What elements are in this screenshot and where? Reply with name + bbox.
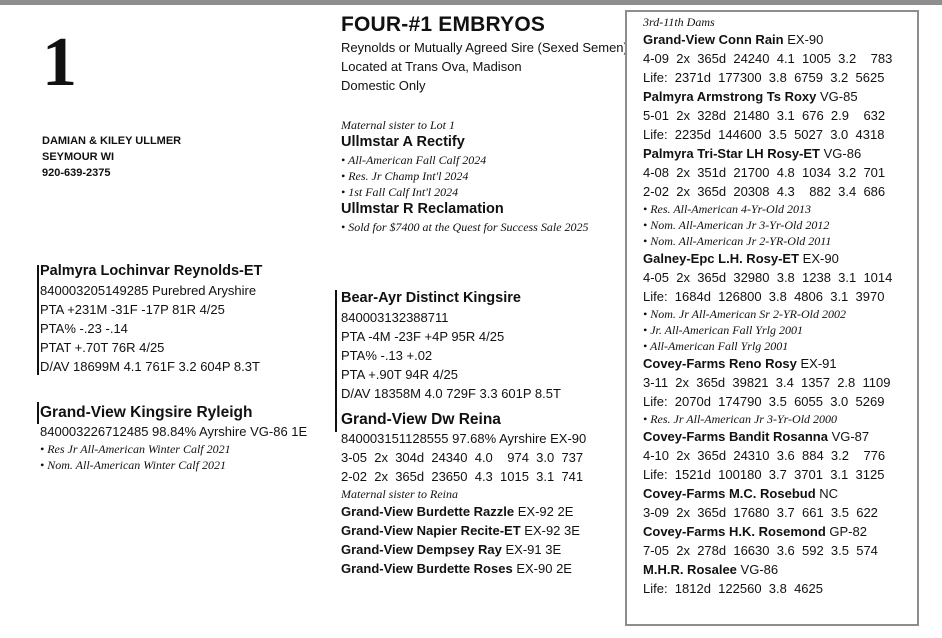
granddam-sister: Grand-View Burdette Razzle EX-92 2E [341, 504, 574, 519]
granddam-sister-label: Maternal sister to Reina [341, 487, 458, 501]
granddam-sister: Grand-View Burdette Roses EX-90 2E [341, 561, 572, 576]
offering-line: Reynolds or Mutually Agreed Sire (Sexed Semen) [341, 40, 628, 55]
offering-line: Located at Trans Ova, Madison [341, 59, 522, 74]
offering-title: FOUR-#1 EMBRYOS [341, 13, 546, 36]
dam-note: • Res. Jr All-American Jr 3-Yr-Old 2000 [643, 412, 838, 426]
dam-record: 4-09 2x 365d 24240 4.1 1005 3.2 783 [643, 51, 893, 66]
dams-sire-line: PTA -4M -23F +4P 95R 4/25 [341, 329, 505, 344]
dam-record: 4-08 2x 351d 21700 4.8 1034 3.2 701 [643, 165, 886, 180]
dam-record: 4-05 2x 365d 32980 3.8 1238 3.1 1014 [643, 270, 893, 285]
pedigree-bracket [335, 290, 337, 432]
top-rule [0, 0, 942, 5]
granddam-reg: 840003151128555 97.68% Ayrshire EX-90 [341, 431, 587, 446]
dam-note: • Res. All-American 4-Yr-Old 2013 [643, 202, 812, 216]
granddam-sister: Grand-View Dempsey Ray EX-91 3E [341, 542, 562, 557]
dam-entry: Covey-Farms Bandit Rosanna VG-87 [643, 429, 870, 444]
dam-note: • Nom. All-American Winter Calf 2021 [40, 458, 226, 472]
dam-reg: 840003226712485 98.84% Ayrshire VG-86 1E [40, 424, 308, 439]
dams-list [643, 14, 913, 598]
dam-record: Life: 1812d 122560 3.8 4625 [643, 581, 823, 596]
dam-record: Life: 2371d 177300 3.8 6759 3.2 5625 [643, 70, 885, 85]
dam-record: 3-09 2x 365d 17680 3.7 661 3.5 622 [643, 505, 878, 520]
offering-section [341, 12, 628, 95]
dams-sire-line: PTA +.90T 94R 4/25 [341, 367, 458, 382]
dam-record: Life: 2235d 144600 3.5 5027 3.0 4318 [643, 127, 885, 142]
dam-entry: Galney-Epc L.H. Rosy-ET EX-90 [643, 251, 839, 266]
dam-entry: Grand-View Conn Rain EX-90 [643, 32, 824, 47]
dams-sire-line: D/AV 18358M 4.0 729F 3.3 601P 8.5T [341, 386, 561, 401]
dam-note: • Res Jr All-American Winter Calf 2021 [40, 442, 231, 456]
dam-record: Life: 1521d 100180 3.7 3701 3.1 3125 [643, 467, 885, 482]
dam-entry: Palmyra Tri-Star LH Rosy-ET VG-86 [643, 146, 862, 161]
consignor-phone: 920-639-2375 [42, 167, 111, 179]
sire-line: PTAT +.70T 76R 4/25 [40, 340, 165, 355]
dam-note: • Nom. All-American Jr 3-Yr-Old 2012 [643, 218, 830, 232]
sire-line: PTA +231M -31F -17P 81R 4/25 [40, 302, 225, 317]
granddam-section [341, 410, 586, 578]
consignor-info [42, 133, 181, 181]
dam-record: 2-02 2x 365d 20308 4.3 882 3.4 686 [643, 184, 886, 199]
sire-section [40, 262, 262, 376]
dams-box-label: 3rd-11th Dams [643, 15, 715, 29]
dam-note: • Jr. All-American Fall Yrlg 2001 [643, 323, 803, 337]
offering-line: Domestic Only [341, 78, 426, 93]
dam-section [40, 403, 307, 473]
dam-record: 5-01 2x 328d 21480 3.1 676 2.9 632 [643, 108, 886, 123]
dam-entry: Covey-Farms Reno Rosy EX-91 [643, 356, 837, 371]
sire-name: Palmyra Lochinvar Reynolds-ET [40, 263, 263, 279]
granddam-record: 3-05 2x 304d 24340 4.0 974 3.0 737 [341, 450, 584, 465]
dam-note: • Nom. All-American Jr 2-YR-Old 2011 [643, 234, 832, 248]
pedigree-bracket [37, 402, 39, 424]
dams-sire-line: PTA% -.13 +.02 [341, 348, 433, 363]
sister-note: • Sold for $7400 at the Quest for Success Sale 2025 [341, 220, 589, 234]
sister-note: • 1st Fall Calf Int'l 2024 [341, 185, 459, 199]
lot-number: 1 [42, 24, 77, 101]
dam-entry: Covey-Farms M.C. Rosebud NC [643, 486, 839, 501]
granddam-sister: Grand-View Napier Recite-ET EX-92 3E [341, 523, 580, 538]
dam-record: 3-11 2x 365d 39821 3.4 1357 2.8 1109 [643, 375, 891, 390]
consignor-name: DAMIAN & KILEY ULLMER [42, 135, 182, 147]
maternal-sister-label: Maternal sister to Lot 1 [341, 118, 456, 132]
sister-name: Ullmstar A Rectify [341, 134, 465, 150]
dam-record: 7-05 2x 278d 16630 3.6 592 3.5 574 [643, 543, 878, 558]
dam-entry: Covey-Farms H.K. Rosemond GP-82 [643, 524, 867, 539]
sire-line: 840003205149285 Purebred Aryshire [40, 283, 257, 298]
granddam-name: Grand-View Dw Reina [341, 411, 501, 428]
dam-entry: M.H.R. Rosalee VG-86 [643, 562, 779, 577]
granddam-record: 2-02 2x 365d 23650 4.3 1015 3.1 741 [341, 469, 584, 484]
dam-record: Life: 1684d 126800 3.8 4806 3.1 3970 [643, 289, 885, 304]
pedigree-bracket [37, 265, 39, 375]
dam-entry: Palmyra Armstrong Ts Roxy VG-85 [643, 89, 858, 104]
consignor-location: SEYMOUR WI [42, 151, 115, 163]
sister-note: • Res. Jr Champ Int'l 2024 [341, 169, 469, 183]
dam-record: 4-10 2x 365d 24310 3.6 884 3.2 776 [643, 448, 886, 463]
sire-line: D/AV 18699M 4.1 761F 3.2 604P 8.3T [40, 359, 260, 374]
sire-line: PTA% -.23 -.14 [40, 321, 128, 336]
dam-note: • Nom. Jr All-American Sr 2-YR-Old 2002 [643, 307, 846, 321]
dam-note: • All-American Fall Yrlg 2001 [643, 339, 789, 353]
maternal-sisters-section [341, 117, 589, 235]
dams-sire-section [341, 289, 561, 403]
dams-sire-line: 840003132388711 [341, 310, 449, 325]
dams-sire-name: Bear-Ayr Distinct Kingsire [341, 290, 521, 306]
sister-note: • All-American Fall Calf 2024 [341, 153, 487, 167]
dam-record: Life: 2070d 174790 3.5 6055 3.0 5269 [643, 394, 885, 409]
sister-name: Ullmstar R Reclamation [341, 201, 504, 217]
dams-box [625, 10, 919, 626]
dam-name: Grand-View Kingsire Ryleigh [40, 404, 253, 421]
